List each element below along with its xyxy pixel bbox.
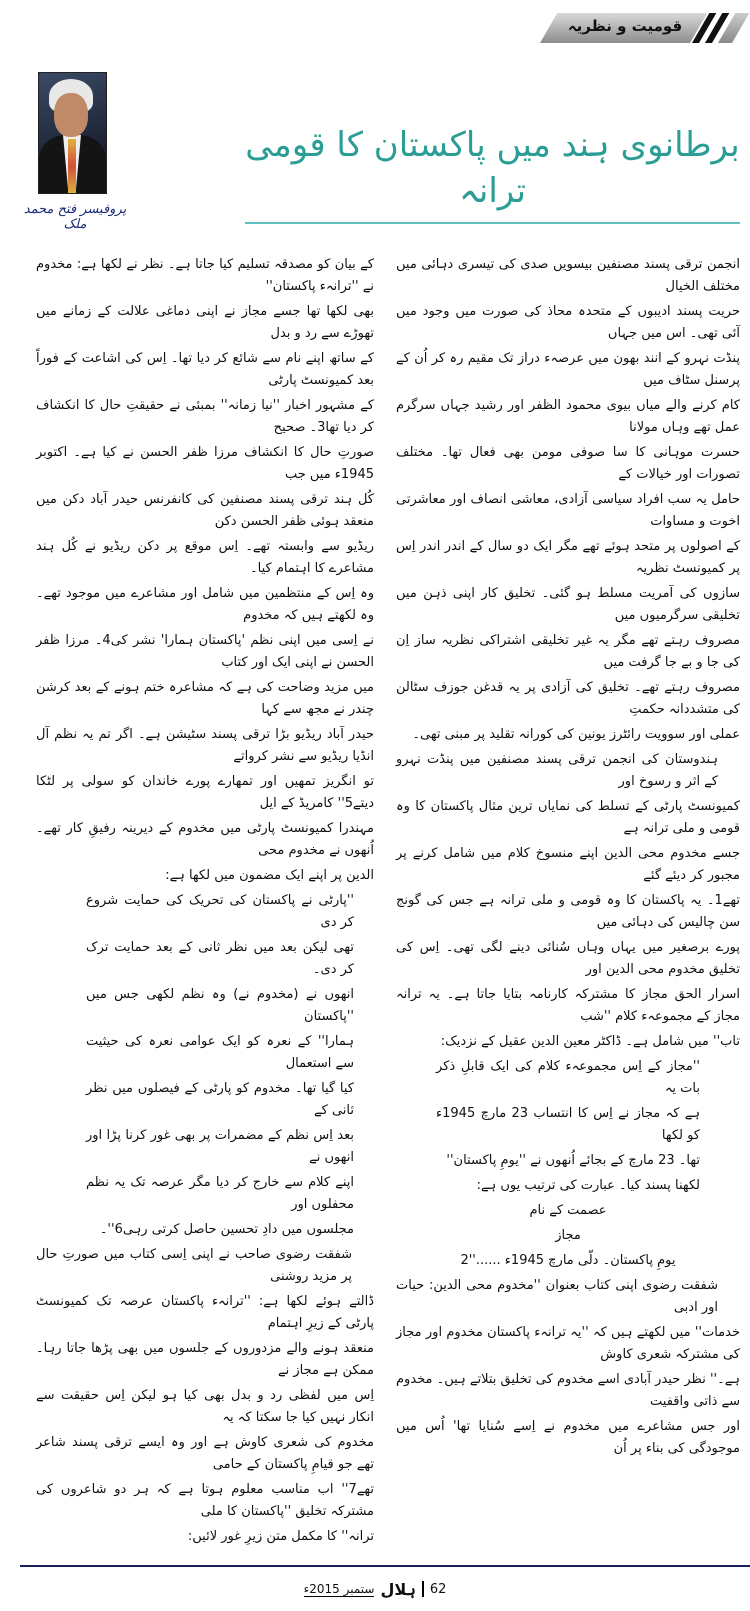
text-line: کمیونسٹ پارٹی کے تسلط کی نمایاں ترین مثال پاکستان کا وہ قومی و ملی ترانہ ہے — [396, 799, 740, 836]
text-line: کے بیان کو مصدقہ تسلیم کیا جاتا ہے۔ نظر نے لکھا ہے: مخدوم نے ''ترانہء پاکستان'' — [36, 257, 374, 294]
text-line: ہے۔'' نظر حیدر آبادی اسے مخدوم کی تخلیق بتلاتے ہیں۔ مخدوم سے ذاتی واقفیت — [396, 1372, 740, 1409]
quote-line: مجلسوں میں دادِ تحسین حاصل کرتی رہی6''۔ — [99, 1222, 354, 1237]
quote-line: تھا۔ 23 مارچ کے بجائے اُنھوں نے ''یومِ پاکستان'' — [446, 1153, 700, 1168]
text-line: حسرت موہانی کا سا صوفی مومن بھی فعال تھا۔ مختلف تصورات اور خیالات کے — [396, 445, 740, 482]
quote-line: ''مجاز کے اِس مجموعہء کلام کی ایک قابلِ ذکر بات یہ — [436, 1059, 700, 1096]
issue-date: ستمبر 2015ء — [303, 1581, 375, 1596]
text-line: ڈالتے ہوئے لکھا ہے: ''ترانہء پاکستان عرصہ تک کمیونسٹ پارٹی کے زیرِ اہتمام — [36, 1294, 374, 1331]
text-line: خدمات'' میں لکھتے ہیں کہ ''یہ ترانہء پاکستان مخدوم اور مجاز کی مشترکہ شعری کاوش — [396, 1325, 740, 1362]
page-number: 62 — [429, 1581, 447, 1597]
quote-line: تھی لیکن بعد میں نظر ثانی کے بعد حمایت ترک کر دی۔ — [86, 940, 354, 977]
author-name: پروفیسر فتح محمد ملک — [23, 202, 127, 232]
author-photo — [38, 72, 107, 194]
centered-line: یومِ پاکستان۔ دلّی مارچ 1945ء ......''2 — [460, 1253, 676, 1268]
quote-line: اپنے کلام سے خارج کر دیا مگر عرصہ تک یہ نظم محفلوں اور — [86, 1175, 354, 1212]
text-line: کے اصولوں پر متحد ہوئے تھے مگر ایک دو سال کے اندر اندر اِس پر کمیونسٹ نظریہ — [396, 539, 740, 576]
text-line: تھے7'' اب مناسب معلوم ہوتا ہے کہ ہر دو شاعروں کی مشترکہ تخلیق ''پاکستان کا ملی — [36, 1482, 374, 1519]
text-line: کام کرنے والے میاں بیوی محمود الظفر اور رشید جہاں سرگرم عمل تھے وہاں مولانا — [396, 398, 740, 435]
text-line: حریت پسند ادیبوں کے متحدہ محاذ کی صورت میں وجود میں آئی تھی۔ اس میں جہاں — [396, 304, 740, 341]
text-line: بھی لکھا تھا جسے مجاز نے اپنی دماغی علالت کے زمانے میں تھوڑے سے رد و بدل — [36, 304, 374, 341]
section-tag-label: قومیت و نظریہ — [567, 17, 683, 35]
quote-line: بعد اِس نظم کے مضمرات پر بھی غور کرنا پڑا اور انھوں نے — [86, 1128, 354, 1165]
text-line: پنڈت نہرو کے انند بھون میں عرصہء دراز تک مقیم رہ کر اُن کے پرسنل سٹاف میں — [396, 351, 740, 388]
title-block — [245, 120, 740, 224]
text-line: حامل یہ سب افراد سیاسی آزادی، معاشی انصاف اور معاشرتی اخوت و مساوات — [396, 492, 740, 529]
section-tag — [540, 13, 736, 43]
text-line: ہندوستان کی انجمن ترقی پسند مصنفین میں پنڈت نہرو کے اثر و رسوخ اور — [396, 752, 718, 789]
text-line: مصروف رہتے تھے مگر یہ غیر تخلیقی اشتراکی نظریہ ساز اِن کی جا و بے جا گرفت میں — [396, 633, 740, 670]
text-line: تھے1۔ یہ پاکستان کا وہ قومی و ملی ترانہ ہے جس کی گونج سن چالیس کی دہائی میں — [396, 893, 740, 930]
text-line: جسے مخدوم محی الدین اپنے منسوخ کلام میں شامل کرنے پر مجبور کر دیئے گئے — [396, 846, 740, 883]
article-header — [0, 0, 750, 240]
text-line: انجمن ترقی پسند مصنفین بیسویں صدی کی تیسری دہائی میں مختلف الخیال — [396, 257, 740, 294]
quote-line: ''پارٹی نے پاکستان کی تحریک کی حمایت شروع کر دی — [86, 893, 354, 930]
text-line: کے مشہور اخبار ''نیا زمانہ'' بمبئی نے حقیقتِ حال کا انکشاف کر دیا تھا3۔ صحیح — [36, 398, 374, 435]
text-line: اِس میں لفظی رد و بدل بھی کیا ہو لیکن اِس حقیقت سے انکار نہیں کیا جا سکتا کہ یہ — [36, 1388, 374, 1425]
quote-line: ہے کہ مجاز نے اِس کا انتساب 23 مارچ 1945ء کو لکھا — [436, 1106, 700, 1143]
article-body — [0, 240, 750, 1551]
article-column-right — [396, 254, 740, 1551]
text-line: کے ساتھ اپنے نام سے شائع کر دیا تھا۔ اِس کی اشاعت کے فوراً بعد کمیونسٹ پارٹی — [36, 351, 374, 388]
text-line: ترانہ'' کا مکمل متن زیرِ غور لائیں: — [187, 1529, 374, 1544]
quote-line: لکھنا پسند کیا۔ عبارت کی ترتیب یوں ہے: — [476, 1178, 700, 1193]
footer-divider — [20, 1565, 750, 1567]
text-line: میں مزید وضاحت کی ہے کہ مشاعرہ ختم ہونے کے بعد کرشن چندر نے مجھ سے کہا — [36, 680, 374, 717]
magazine-name: ہلال — [380, 1579, 416, 1599]
article-column-left — [36, 254, 374, 1551]
text-line: تاب'' میں شامل ہے۔ ڈاکٹر معین الدین عقیل کے نزدیک: — [440, 1034, 740, 1049]
text-line: حیدر آباد ریڈیو بڑا ترقی پسند سٹیشن ہے۔ اگر تم یہ نظم آل انڈیا ریڈیو سے نشر کرواتے — [36, 727, 374, 764]
text-line: پورے برصغیر میں یہاں وہاں سُنائی دینے لگی تھی۔ اِس کی تخلیق مخدوم محی الدین اور — [396, 940, 740, 977]
text-line: نے اِسی میں اپنی نظم 'پاکستان ہمارا' نشر کی4۔ مرزا ظفر الحسن نے اپنی ایک اور کتاب — [36, 633, 374, 670]
text-line: شفقت رضوی صاحب نے اپنی اِسی کتاب میں صورتِ حال پر مزید روشنی — [36, 1247, 352, 1284]
text-line: سازوں کی آمریت مسلط ہو گئی۔ تخلیق کار اپنی ذہن میں تخلیقی سرگرمیوں میں — [396, 586, 740, 623]
text-line: شفقت رضوی اپنی کتاب بعنوان ''مخدوم محی الدین: حیات اور ادبی — [396, 1278, 718, 1315]
quote-line: انھوں نے (مخدوم نے) وہ نظم لکھی جس میں ''پاکستان — [86, 987, 354, 1024]
text-line: مصروف رہتے تھے۔ تخلیق کی آزادی پر یہ قدغن جوزف سٹالن کی متشددانہ حکمتِ — [396, 680, 740, 717]
text-line: ریڈیو سے وابستہ تھے۔ اِس موقع پر دکن ریڈیو نے کُل ہند مشاعرے کا اہتمام کیا۔ — [36, 539, 374, 576]
text-line: وہ اِس کے منتظمین میں شامل اور مشاعرے میں موجود تھے۔ وہ لکھتے ہیں کہ مخدوم — [36, 586, 374, 623]
quote-line: ہمارا'' کے نعرہ کو ایک عوامی نعرہ کی حیثیت سے استعمال — [86, 1034, 354, 1071]
text-line: عملی اور سوویت رائٹرز یونین کی کورانہ تقلید پر مبنی تھی۔ — [412, 727, 740, 742]
footer-separator — [422, 1581, 424, 1597]
text-line: صورتِ حال کا انکشاف مرزا ظفر الحسن نے کیا ہے۔ اکتوبر 1945ء میں جب — [36, 445, 374, 482]
centered-line: عصمت کے نام — [529, 1203, 607, 1218]
article-title: برطانوی ہند میں پاکستان کا قومی ترانہ — [245, 125, 740, 211]
text-line: اور جس مشاعرے میں مخدوم نے اِسے سُنایا تھا' اُس میں موجودگی کی بناء پر اُن — [396, 1419, 740, 1456]
centered-line: مجاز — [555, 1228, 581, 1243]
text-line: اسرار الحق مجاز کا مشترکہ کارنامہ بتایا جاتا ہے۔ یہ ترانہ مجاز کے مجموعہء کلام ''شب — [396, 987, 740, 1024]
text-line: کُل ہند ترقی پسند مصنفین کی کانفرنس حیدر آباد دکن میں منعقد ہوئی ظفر الحسن دکن — [36, 492, 374, 529]
text-line: مخدوم کی شعری کاوش ہے اور وہ ایسے ترقی پسند شاعر تھے جو قیامِ پاکستان کے حامی — [36, 1435, 374, 1472]
page-footer — [295, 1577, 455, 1601]
text-line: مہندرا کمیونسٹ پارٹی میں مخدوم کے دیرینہ رفیقِ کار تھے۔ اُنھوں نے مخدوم محی — [36, 821, 374, 858]
text-line: منعقد ہونے والے مزدوروں کے جلسوں میں بھی پڑھا جاتا رہا۔ ممکن ہے مجاز نے — [36, 1341, 374, 1378]
text-line: تو انگریز تمھیں اور تمھارے پورے خاندان کو سولی پر لٹکا دیتے5'' کامریڈ کے ایل — [36, 774, 374, 811]
quote-line: کیا گیا تھا۔ مخدوم کو پارٹی کے فیصلوں میں نظر ثانی کے — [86, 1081, 354, 1118]
text-line: الدین پر اپنے ایک مضمون میں لکھا ہے: — [165, 868, 374, 883]
